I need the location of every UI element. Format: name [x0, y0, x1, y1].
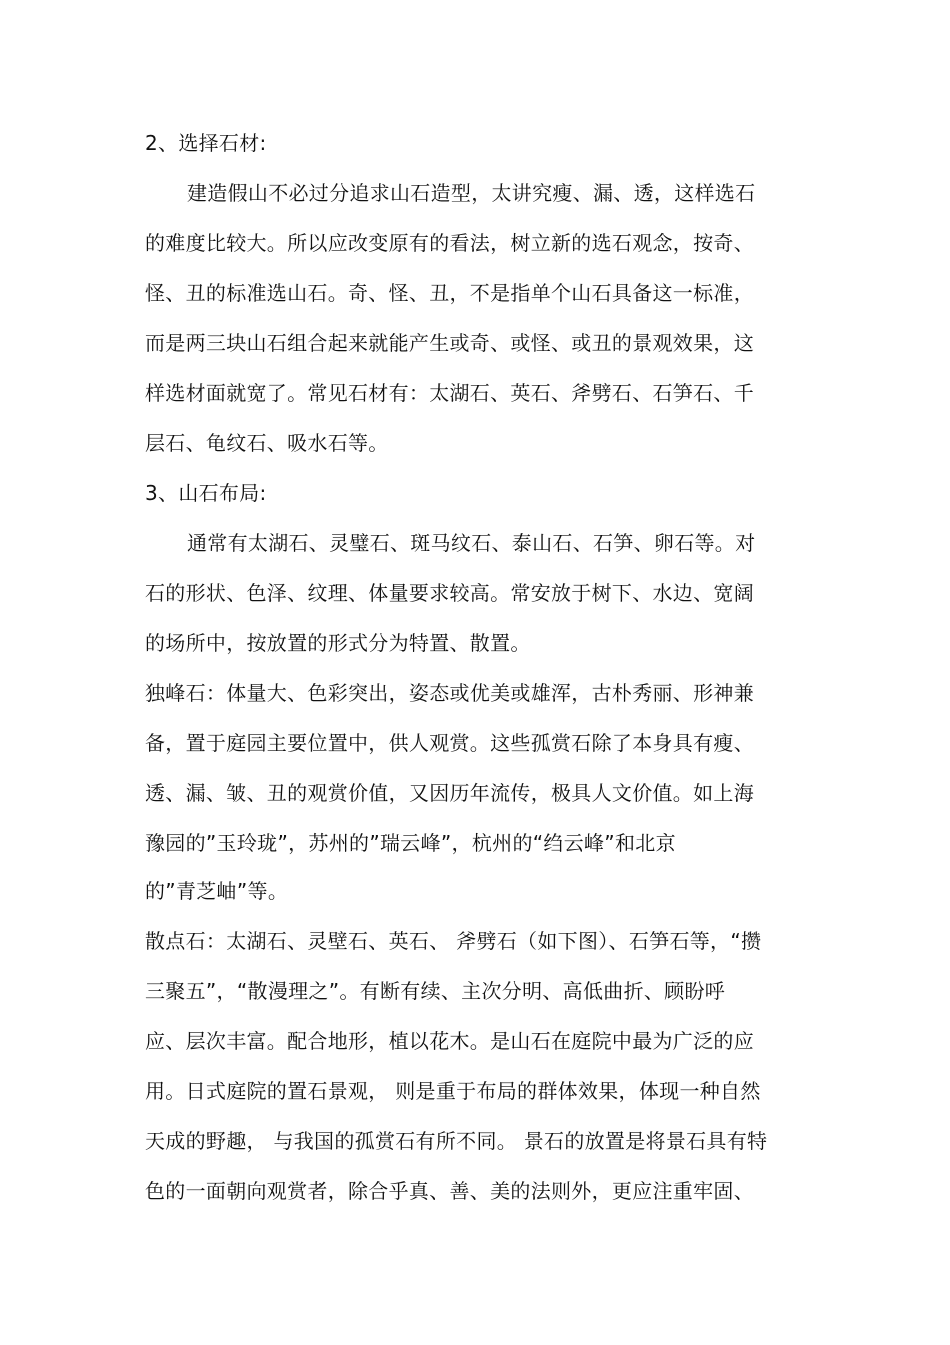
paragraph-line: 而是两三块山石组合起来就能产生或奇、或怪、或丑的景观效果，这 [145, 331, 754, 355]
paragraph-line: 通常有太湖石、灵璧石、斑马纹石、泰山石、石笋、卵石等。对 [187, 531, 756, 555]
paragraph-line: 怪、丑的标准选山石。奇、怪、丑，不是指单个山石具备这一标准， [145, 281, 754, 305]
paragraph-line: 色的一面朝向观赏者，除合乎真、善、美的法则外，更应注重牢固、 [145, 1179, 754, 1203]
paragraph-line: 独峰石：体量大、色彩突出，姿态或优美或雄浑，古朴秀丽、形神兼 [145, 681, 754, 705]
paragraph-line: 散点石：太湖石、灵壁石、英石、 斧劈石（如下图）、石笋石等，“攒 [145, 929, 762, 953]
paragraph-line: 的难度比较大。所以应改变原有的看法，树立新的选石观念，按奇、 [145, 231, 754, 255]
paragraph-line: 三聚五”，“散漫理之”。有断有续、主次分明、高低曲折、顾盼呼 [145, 979, 726, 1003]
paragraph-line: 石的形状、色泽、纹理、体量要求较高。常安放于树下、水边、宽阔 [145, 581, 754, 605]
paragraph-line: 层石、龟纹石、吸水石等。 [145, 431, 389, 455]
paragraph-line: 建造假山不必过分追求山石造型，太讲究瘦、漏、透，这样选石 [187, 181, 756, 205]
paragraph-line: 应、层次丰富。配合地形，植以花木。是山石在庭院中最为广泛的应 [145, 1029, 754, 1053]
paragraph-line: 的”青芝岫”等。 [145, 879, 289, 903]
paragraph-line: 透、漏、皱、丑的观赏价值，又因历年流传，极具人文价值。如上海 [145, 781, 754, 805]
paragraph-line: 的场所中，按放置的形式分为特置、散置。 [145, 631, 531, 655]
paragraph-line: 用。日式庭院的置石景观， 则是重于布局的群体效果，体现一种自然 [145, 1079, 761, 1103]
paragraph-line: 样选材面就宽了。常见石材有：太湖石、英石、斧劈石、石笋石、千 [145, 381, 754, 405]
section-heading-stone-layout: 3、山石布局: [145, 481, 267, 505]
paragraph-line: 天成的野趣， 与我国的孤赏石有所不同。 景石的放置是将景石具有特 [145, 1129, 768, 1153]
paragraph-line: 豫园的”玉玲珑”，苏州的”瑞云峰”，杭州的“绉云峰”和北京 [145, 831, 676, 855]
section-heading-select-stone: 2、选择石材: [145, 131, 267, 155]
paragraph-line: 备，置于庭园主要位置中，供人观赏。这些孤赏石除了本身具有瘦、 [145, 731, 754, 755]
